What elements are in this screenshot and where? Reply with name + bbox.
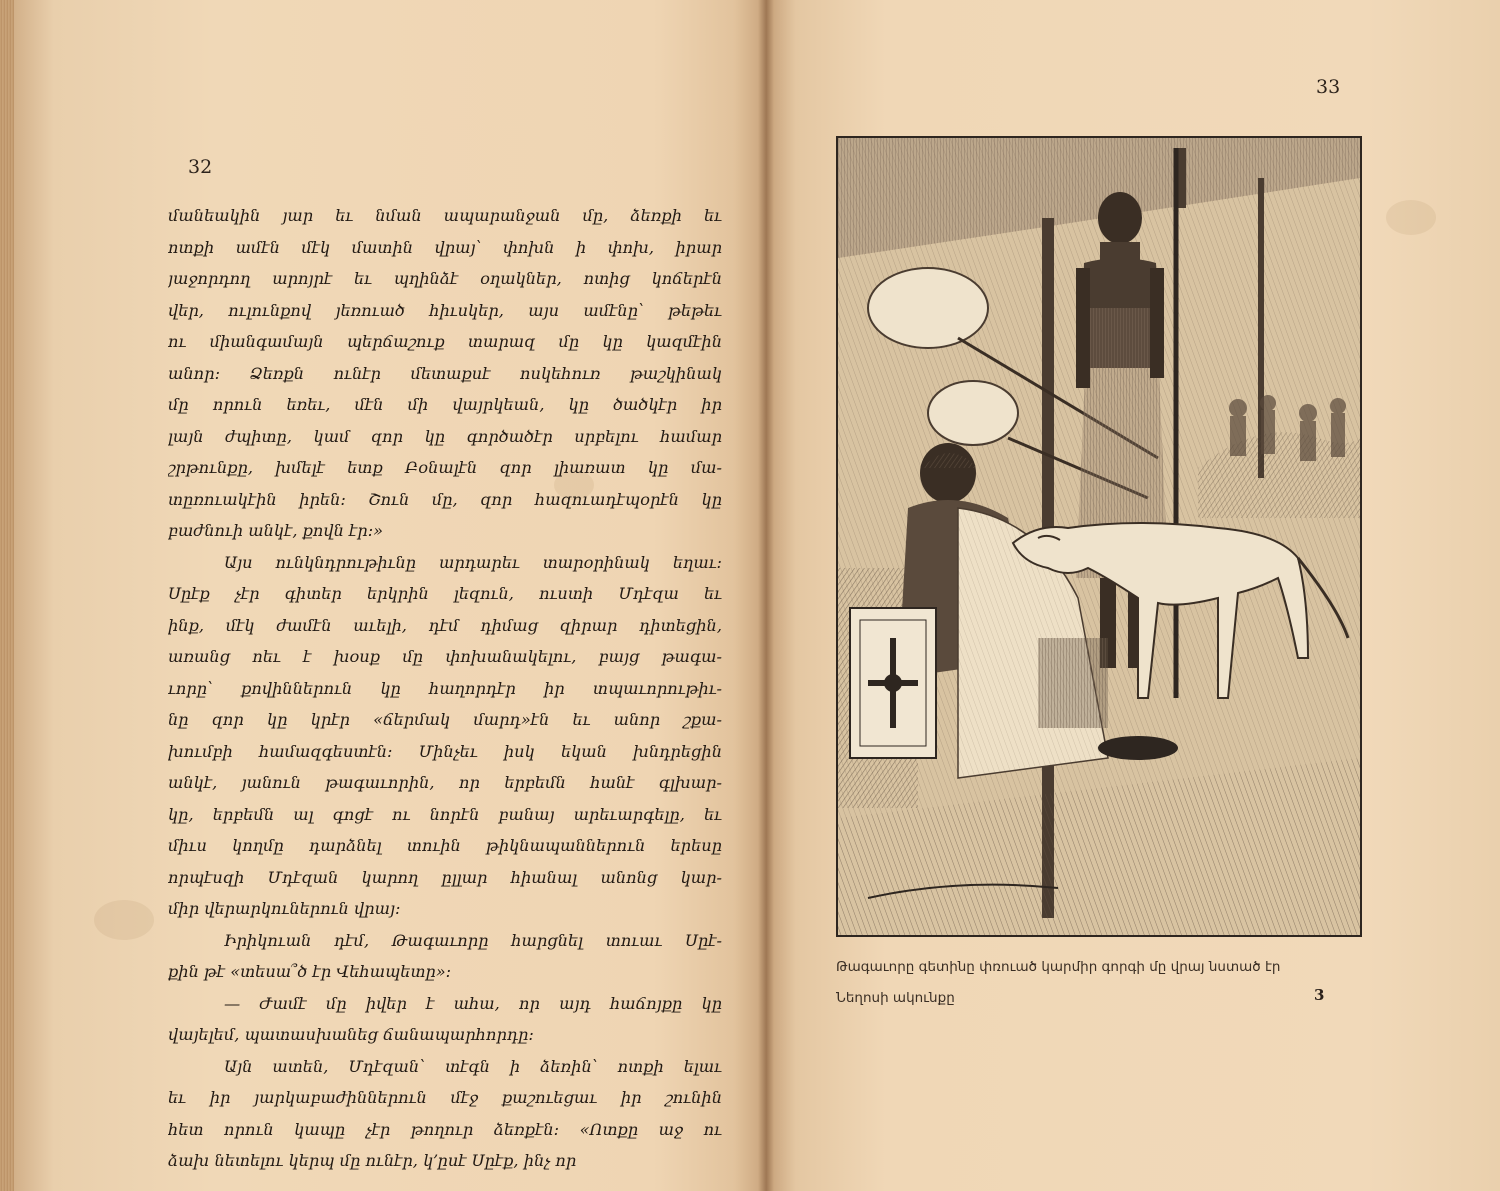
text-line: վայելեմ, պատասխանեց ճանապարհորդը: — [168, 1025, 534, 1044]
caption-line-2: Նեղոսի ակունքը — [836, 990, 955, 1006]
text-line: հետ որուն կապը չէր թողուր ձեռքէն: «Ոտքը աջ ու — [168, 1119, 722, 1139]
text-line: խումբի համազգեստէն: Մինչեւ իսկ եկան խնդրեցին — [168, 741, 722, 761]
text-line: առանց ոեւ է խօսք մը փոխանակելու, բայց թագա- — [168, 647, 722, 666]
text-line: անկէ, յանուն թագաւորին, որ երբեմն հանէ գլխար- — [168, 773, 722, 792]
text-line: ձախ նետելու կերպ մը ունէր, կ՚ըսէ Սըէք, ինչ որ — [168, 1151, 577, 1170]
illustration-caption — [836, 952, 1336, 1014]
text-line: — Ժամէ մը իվեր է ահա, որ այդ հաճոյքը կը — [224, 993, 722, 1013]
page-stack-edge — [0, 0, 14, 1191]
text-line: լայն ժպիտը, կամ զոր կը գործածէր սրբելու համար — [168, 426, 722, 446]
text-line: Իրիկուան դէմ, Թագաւորը հարցնել տուաւ Սըէ- — [224, 930, 722, 950]
text-line: վեր, ուլունքով յեռուած հիւսկեր, այս ամէնը՝ թեթեւ — [168, 300, 722, 320]
text-line: կը, երբեմն ալ գոցէ ու նորէն բանայ արեւարգելը, եւ — [168, 804, 722, 824]
text-line: որպէսզի Մդէզան կարող ըլլար հիանալ անոնց կար- — [168, 867, 722, 887]
text-line: միւս կողմը դարձնել տուին թիկնապաններուն երեսը — [168, 836, 722, 855]
page-number-right: 33 — [1316, 76, 1341, 98]
text-line: բաժնուի անկէ, քովն էր:» — [168, 521, 384, 540]
text-line: միր վերարկուներուն վրայ: — [168, 899, 401, 918]
signature-mark: 3 — [1314, 986, 1325, 1004]
caption-line-1: Թագաւորը գետինը փռուած կարմիր գորգի մը վրայ նստած էր — [836, 959, 1281, 975]
body-text — [168, 200, 722, 1177]
text-line: տըռուակէին իրեն: Շուն մը, զոր հազուադէպօրէն կը — [168, 489, 722, 509]
text-line: մանեակին յար եւ նման ապարանջան մը, ձեռքի եւ — [168, 206, 722, 225]
text-line: շրթունքը, խմելէ ետք Բօնալէն զոր լիառատ կը մա- — [168, 458, 722, 477]
text-line: յաջորդող արոյրէ եւ պղինձէ օղակներ, ոտից կոճերէն — [168, 269, 722, 288]
text-line: ոտքի ամէն մէկ մատին վրայ՝ փոխն ի փոխ, իրար — [168, 237, 722, 257]
text-line: նը զոր կը կրէր «ճերմակ մարդ»էն եւ անոր շքա- — [168, 710, 722, 729]
text-line: ինք, մէկ ժամէն աւելի, դէմ դիմաց զիրար դիտեցին, — [168, 615, 722, 635]
book-gutter — [758, 0, 774, 1191]
page-number-left: 32 — [188, 156, 213, 178]
text-line: անոր: Ձեռքն ունէր մետաքսէ ոսկեհուռ թաշկինակ — [168, 363, 722, 383]
engraving-illustration — [836, 136, 1362, 937]
text-line: մը որուն եռեւ, մէն մի վայրկեան, կը ծածկէր իր — [168, 395, 722, 414]
text-line: Այն ատեն, Մդէզան՝ տէգն ի ձեռին՝ ոտքի ելաւ — [224, 1056, 722, 1076]
king-and-dog-engraving — [838, 138, 1360, 935]
text-line: եւ իր յարկաբաժիններուն մէջ քաշուեցաւ իր շունին — [168, 1088, 722, 1107]
text-line: ւորը՝ քովիններուն կը հաղորդէր իր տպաւորութիւ- — [168, 678, 722, 698]
text-line: քին թէ «տեսա՞ծ էր Վեհապետը»: — [168, 962, 452, 981]
text-line: Սըէք չէր գիտեր երկրին լեզուն, ուստի Մդէզա եւ — [168, 584, 722, 603]
text-line: Այս ունկնդրութիւնը արդարեւ տարօրինակ եղաւ: — [224, 552, 722, 572]
text-line: ու միանգամայն պերճաշուք տարազ մը կը կազմէին — [168, 332, 722, 351]
